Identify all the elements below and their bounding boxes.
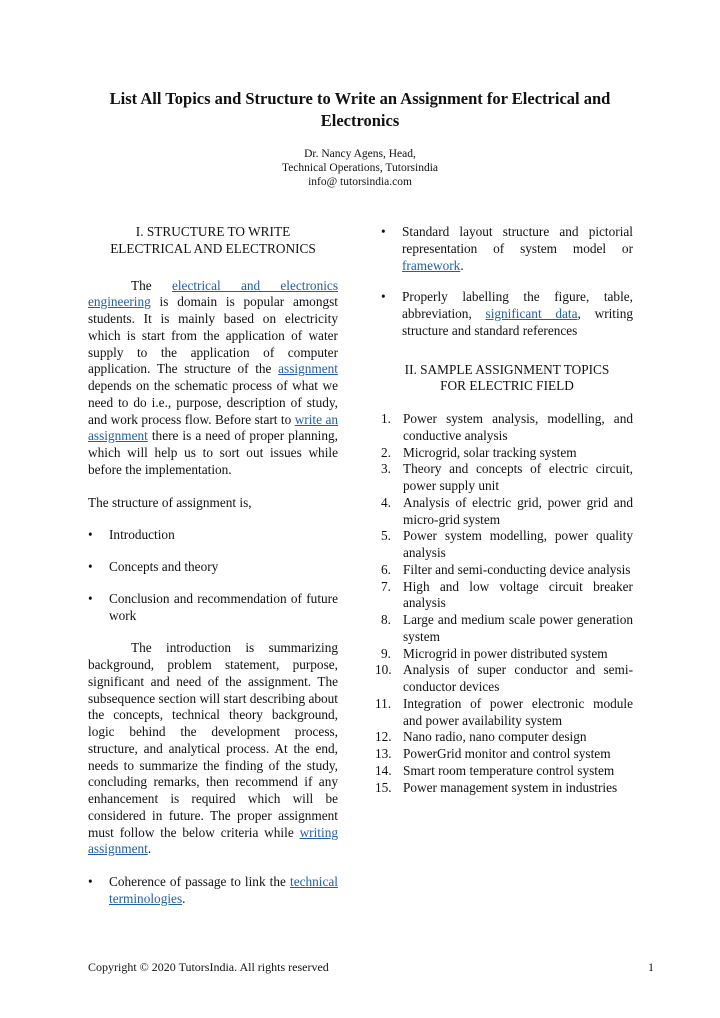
- topic-number: 15.: [375, 779, 392, 795]
- section-1-heading-line1: I. STRUCTURE TO WRITE: [135, 224, 291, 239]
- section-1-heading-line2: ELECTRICAL AND ELECTRONICS: [110, 240, 316, 256]
- structure-list: [88, 527, 338, 624]
- section-1-heading: [88, 224, 338, 258]
- topic-item: [375, 762, 633, 780]
- text-run: The introduction is summarizing background, problem statement, purpose, significant and need of the assignment. The subsequence section will start describing about the concepts, technical theory background, logic behind the development process, structure, and analytical process. At the end, needs to summarize the finding of the study, concluding remarks, then recommend if any enhancement is required which will be considered in future. The proper assignment must follow the below criteria while: [88, 640, 338, 840]
- list-item: [88, 527, 338, 544]
- topic-number: 2.: [381, 444, 391, 460]
- document-title: List All Topics and Structure to Write an Assignment for Electrical and Electronics: [109, 89, 611, 130]
- topic-item: [375, 729, 633, 746]
- topic-text: Power management system in industries: [403, 779, 618, 795]
- topic-text: Microgrid, solar tracking system: [403, 444, 577, 460]
- topic-text: Microgrid in power distributed system: [403, 645, 608, 661]
- list-item-text: Introduction: [109, 527, 175, 543]
- topic-text: PowerGrid monitor and control system: [403, 746, 611, 761]
- text-run: .: [182, 890, 186, 906]
- text-run: Properly labelling the figure, table, abbreviation,: [402, 289, 633, 321]
- topic-number: 4.: [381, 494, 391, 510]
- topic-text: Power system modelling, power quality analysis: [403, 528, 633, 560]
- topic-text: Large and medium scale power generation system: [403, 612, 633, 644]
- topic-item: [375, 695, 633, 730]
- topic-item: [381, 646, 633, 663]
- list-item-text: Conclusion and recommendation of future work: [109, 590, 338, 623]
- topic-item: [381, 461, 633, 495]
- topic-text: Filter and semi-conducting device analysis: [403, 561, 631, 577]
- technical-terminologies-link[interactable]: technical terminologies: [109, 874, 338, 906]
- list-item: [381, 224, 633, 274]
- topic-number: 8.: [381, 612, 391, 627]
- electrical-electronics-engineering-link[interactable]: electrical and electronics engineering: [88, 277, 338, 310]
- topic-text: Power system analysis, modelling, and conductive analysis: [403, 411, 633, 443]
- text-run: .: [147, 841, 152, 857]
- list-item-text: Concepts and theory: [109, 559, 219, 574]
- author-name: Dr. Nancy Agens, Head,: [304, 148, 416, 160]
- structure-intro: The structure of assignment is,: [88, 494, 252, 510]
- topic-number: 13.: [375, 746, 392, 761]
- text-run: depends on the schematic process of what we need to do i.e., purpose, description of study, and work process flow. Before start to: [88, 378, 338, 427]
- topic-number: 6.: [381, 561, 391, 577]
- topic-item: [381, 612, 633, 646]
- text-run: is domain is popular amongst students. It is mainly based on electricity which is start from the application of water supply to the application of computer application. The structure of the: [88, 294, 338, 377]
- topic-number: 11.: [375, 695, 392, 711]
- framework-link[interactable]: framework: [402, 257, 461, 273]
- topic-item: [381, 562, 633, 579]
- criteria-list-continued: [381, 224, 633, 340]
- left-column: [88, 224, 338, 908]
- writing-assignment-link[interactable]: writing assignment: [88, 824, 338, 857]
- topic-text: Integration of power electronic module and power availability system: [403, 695, 633, 728]
- write-an-assignment-link[interactable]: write an assignment: [88, 411, 338, 444]
- topics-list: [375, 411, 633, 796]
- topic-number: 9.: [381, 645, 391, 661]
- section-2-heading-line2: FOR ELECTRIC FIELD: [440, 378, 574, 394]
- list-item: [88, 559, 338, 576]
- copyright-text: Copyright © 2020 TutorsIndia. All rights reserved: [88, 960, 329, 974]
- list-item: [381, 289, 633, 339]
- criteria-list: [88, 874, 338, 908]
- topic-item: [381, 579, 633, 613]
- section-2-heading-line1: II. SAMPLE ASSIGNMENT TOPICS: [404, 361, 610, 377]
- topic-text: Analysis of electric grid, power grid and micro-grid system: [403, 494, 633, 527]
- text-run: there is a need of proper planning, which will help us to sort out issues while before the implementation.: [88, 428, 338, 477]
- bullet-icon: •: [381, 289, 386, 305]
- topic-number: 7.: [381, 578, 391, 594]
- page-number: 1: [648, 960, 654, 974]
- text-run: .: [460, 257, 464, 273]
- bullet-icon: •: [88, 527, 93, 543]
- significant-data-link[interactable]: significant data: [485, 306, 578, 321]
- bullet-icon: •: [88, 559, 93, 574]
- topic-item: [381, 411, 633, 445]
- topic-text: Nano radio, nano computer design: [403, 729, 587, 745]
- bullet-icon: •: [88, 590, 93, 606]
- topic-item: [375, 662, 633, 696]
- list-item: [88, 874, 338, 908]
- topic-number: 5.: [381, 528, 391, 544]
- author-role: Technical Operations, Tutorsindia: [281, 162, 439, 174]
- section-2-heading: [381, 362, 633, 396]
- section-1-paragraph-2: [88, 640, 338, 858]
- bullet-icon: •: [88, 874, 93, 889]
- text-run: , writing structure and standard references: [402, 306, 633, 338]
- topic-text: High and low voltage circuit breaker analysis: [403, 578, 633, 611]
- topic-number: 10.: [375, 662, 392, 678]
- topic-item: [381, 495, 633, 529]
- text-run: Coherence of passage to link the: [109, 874, 290, 889]
- topic-text: Smart room temperature control system: [403, 762, 615, 778]
- section-1-paragraph-1: [88, 278, 338, 479]
- text-run: The: [131, 277, 172, 293]
- assignment-link[interactable]: assignment: [278, 361, 338, 377]
- text-run: Standard layout structure and pictorial representation of system model or: [402, 224, 633, 256]
- topic-item: [375, 779, 633, 797]
- topic-text: Analysis of super conductor and semi-conductor devices: [403, 662, 633, 694]
- topic-number: 1.: [381, 411, 391, 426]
- topic-number: 14.: [375, 762, 392, 778]
- topic-item: [381, 445, 633, 462]
- topic-number: 12.: [375, 729, 392, 745]
- right-column: [375, 224, 633, 796]
- topic-item: [375, 746, 633, 763]
- list-item: [88, 591, 338, 625]
- author-email: info@ tutorsindia.com: [308, 176, 412, 188]
- topic-text: Theory and concepts of electric circuit, power supply unit: [403, 461, 633, 493]
- author-block: [160, 147, 560, 189]
- topic-number: 3.: [381, 461, 391, 477]
- bullet-icon: •: [381, 224, 386, 239]
- topic-item: [381, 528, 633, 562]
